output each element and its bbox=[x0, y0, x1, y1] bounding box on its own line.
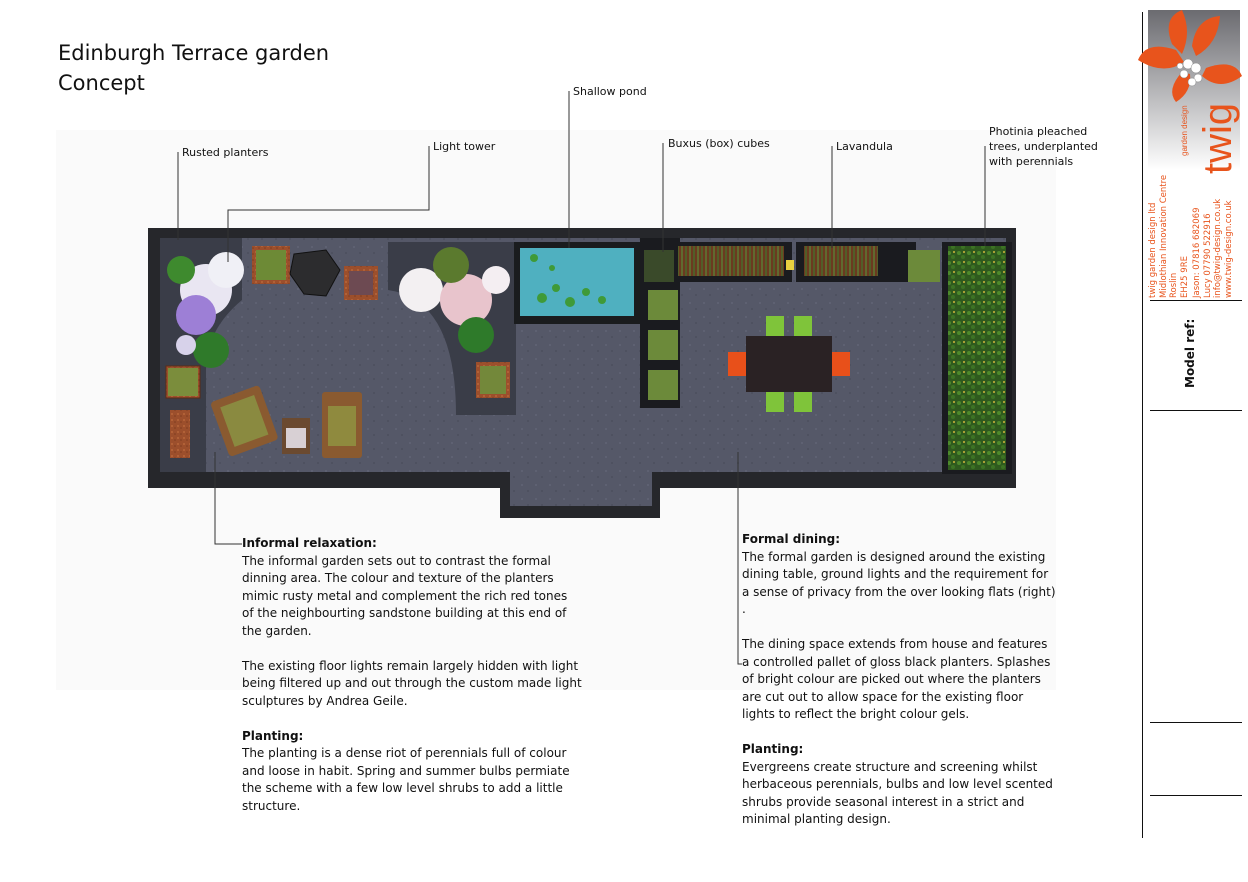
sidebar-divider-4 bbox=[1150, 795, 1242, 796]
formal-planting-heading: Planting: bbox=[742, 742, 804, 756]
formal-planting-text: Evergreens create structure and screening whilst herbaceous perennials, bulbs and low level scented shrubs provide seasonal interest in a strict and minimal planting design. bbox=[742, 759, 1053, 826]
title-line-2: Concept bbox=[58, 71, 145, 95]
sidebar-divider-2 bbox=[1150, 410, 1242, 411]
label-rusted-planters: Rusted planters bbox=[182, 146, 269, 159]
formal-para-2: The dining space extends from house and features a controlled pallet of gloss black planters. Splashes of bright colour are picked out where the planters are cut out to allow space for the existing floor lights to reflect the bright colour gels. bbox=[742, 637, 1051, 721]
label-shallow-pond: Shallow pond bbox=[573, 85, 647, 98]
informal-relaxation-text bbox=[242, 535, 582, 815]
contact-line: info@twig-design.co.uk bbox=[1213, 198, 1223, 298]
formal-para-1: The formal garden is designed around the existing dining table, ground lights and the requirement for a sense of privacy from the over looking flats (right) . bbox=[742, 549, 1056, 616]
company-details bbox=[1148, 175, 1190, 298]
label-light-tower: Light tower bbox=[433, 140, 496, 153]
company-line: Midlothian Innovation Centre bbox=[1158, 174, 1169, 298]
logo-word: twig bbox=[1196, 102, 1240, 174]
contact-line: Jason: 07816 682069 bbox=[1192, 207, 1202, 298]
formal-dining-text bbox=[742, 531, 1057, 829]
company-line: twig garden design ltd bbox=[1148, 202, 1158, 298]
informal-heading: Informal relaxation: bbox=[242, 536, 377, 550]
informal-para-1: The informal garden sets out to contrast the formal dinning area. The colour and texture of the planters mimic rusty metal and complement the rich red tones of the neighbourting sandstone building at this end of the garden. bbox=[242, 553, 568, 638]
logo-subtitle: garden design bbox=[1180, 105, 1189, 156]
title-line-1: Edinburgh Terrace garden bbox=[58, 41, 330, 65]
page-title bbox=[58, 38, 329, 98]
sidebar-divider-1 bbox=[1150, 300, 1242, 301]
label-buxus-cubes: Buxus (box) cubes bbox=[668, 137, 770, 150]
informal-para-2: The existing floor lights remain largely hidden with light being filtered up and out through the custom made light sculptures by Andrea Geile. bbox=[242, 658, 582, 708]
label-lavandula: Lavandula bbox=[836, 140, 893, 153]
company-line: EH25 9RE bbox=[1179, 256, 1190, 298]
company-line: Roslin bbox=[1169, 272, 1179, 298]
informal-planting-heading: Planting: bbox=[242, 728, 304, 743]
contact-line: Lucy 07790 522916 bbox=[1202, 213, 1213, 298]
contact-line: www.twig-design.co.uk bbox=[1223, 200, 1234, 298]
informal-planting-text: The planting is a dense riot of perennials full of colour and loose in habit. Spring and summer bulbs permiate the scheme with a few low level shrubs to add a little structure. bbox=[242, 746, 570, 813]
formal-heading: Formal dining: bbox=[742, 532, 841, 546]
label-photinia: Photinia pleached trees, underplanted with perennials bbox=[989, 125, 1098, 168]
contact-details bbox=[1192, 199, 1234, 298]
model-ref-label: Model ref: bbox=[1183, 318, 1197, 388]
sidebar-divider-3 bbox=[1150, 722, 1242, 723]
twig-logo bbox=[1136, 10, 1244, 178]
